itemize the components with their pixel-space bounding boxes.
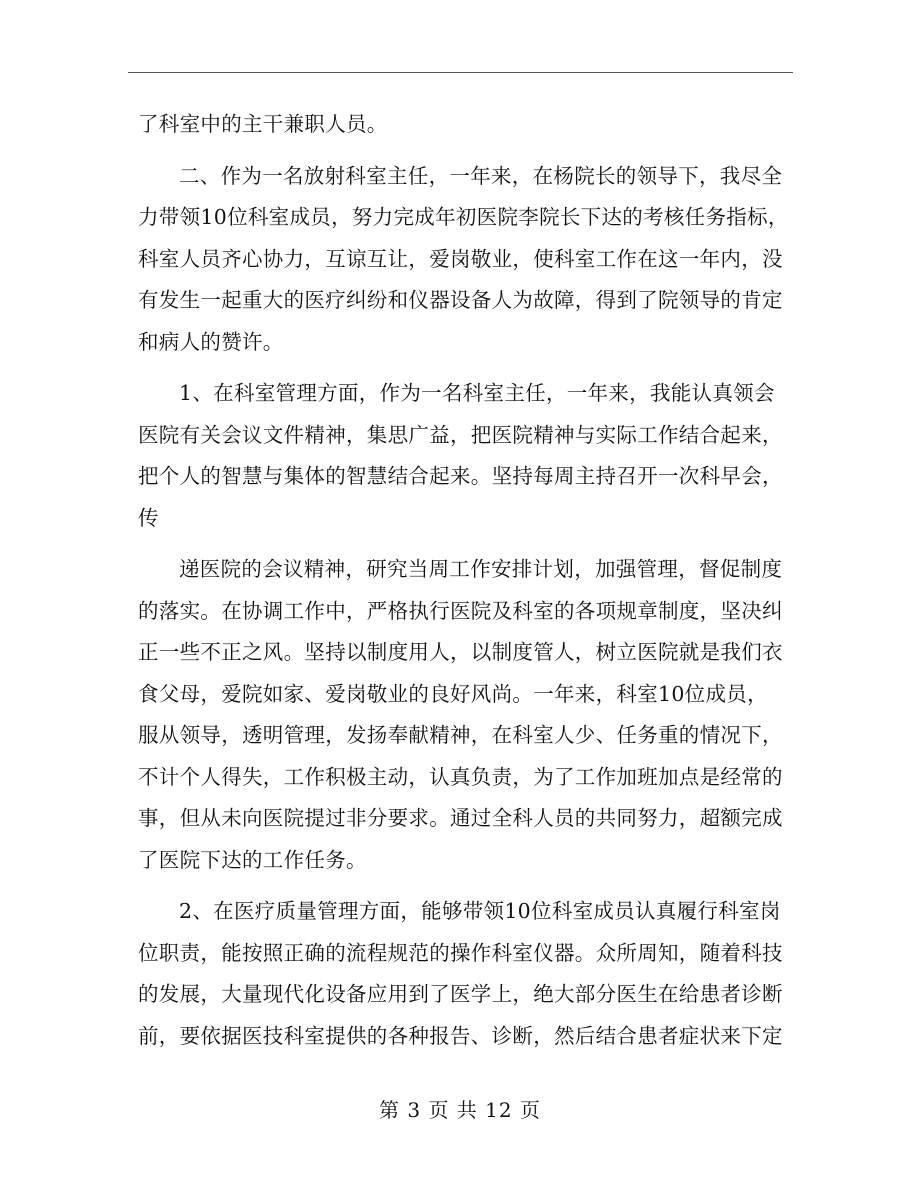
paragraph-line: 二、作为一名放射科室主任，一年来，在杨院长的领导下，我尽全 <box>179 163 783 188</box>
paragraph-line: 有发生一起重大的医疗纠纷和仪器设备人为故障，得到了院领导的肯定 <box>138 288 783 312</box>
paragraph-line: 医院有关会议文件精神，集思广益，把医院精神与实际工作结合起来， <box>138 422 783 447</box>
paragraph-line: 位职责，能按照正确的流程规范的操作科室仪器。众所周知，随着科技 <box>138 940 783 965</box>
paragraph-line: 事，但从未向医院提过非分要求。通过全科人员的共同努力，超额完成 <box>138 806 783 830</box>
paragraph-line: 服从领导，透明管理，发扬奉献精神，在科室人少、任务重的情况下， <box>138 723 783 747</box>
paragraph-line: 的落实。在协调工作中，严格执行医院及科室的各项规章制度，坚决纠 <box>138 598 783 623</box>
paragraph-line: 1、在科室管理方面，作为一名科室主任，一年来，我能认真领会 <box>179 381 775 405</box>
paragraph-1 <box>138 104 800 146</box>
paragraph-line: 正一些不正之风。坚持以制度用人，以制度管人，树立医院就是我们衣 <box>138 640 783 664</box>
paragraph-line: 把个人的智慧与集体的智慧结合起来。坚持每周主持召开一次科早会， <box>138 464 783 488</box>
paragraph-line: 和病人的赞许。 <box>138 329 284 354</box>
header-rule <box>128 72 793 73</box>
paragraph-line: 前，要依据医技科室提供的各种报告、诊断，然后结合患者症状来下定 <box>138 1023 783 1048</box>
paragraph-line: 食父母，爱院如家、爱岗敬业的良好风尚。一年来，科室10位成员， <box>138 681 768 706</box>
paragraph-line: 不计个人得失，工作积极主动，认真负责，为了工作加班加点是经常的 <box>138 764 783 789</box>
paragraph-line: 力带领10位科室成员，努力完成年初医院李院长下达的考核任务指标， <box>138 205 789 229</box>
paragraph-line: 了医院下达的工作任务。 <box>138 847 367 872</box>
paragraph-line: 的发展，大量现代化设备应用到了医学上，绝大部分医生在给患者诊断 <box>138 982 783 1006</box>
paragraph-line: 递医院的会议精神，研究当周工作安排计划，加强管理，督促制度 <box>179 557 783 581</box>
paragraph-3 <box>138 373 800 539</box>
paragraph-line: 传 <box>138 505 159 530</box>
paragraph-2 <box>138 156 800 364</box>
document-body <box>138 104 800 1067</box>
paragraph-line: 2、在医疗质量管理方面，能够带领10位科室成员认真履行科室岗 <box>179 899 781 923</box>
page-number-footer: 第 3 页 共 12 页 <box>379 1098 541 1122</box>
paragraph-4 <box>138 549 800 881</box>
paragraph-line: 科室人员齐心协力，互谅互让，爱岗敬业，使科室工作在这一年内，没 <box>138 246 783 271</box>
paragraph-line: 了科室中的主干兼职人员。 <box>138 112 388 136</box>
paragraph-5 <box>138 891 800 1057</box>
